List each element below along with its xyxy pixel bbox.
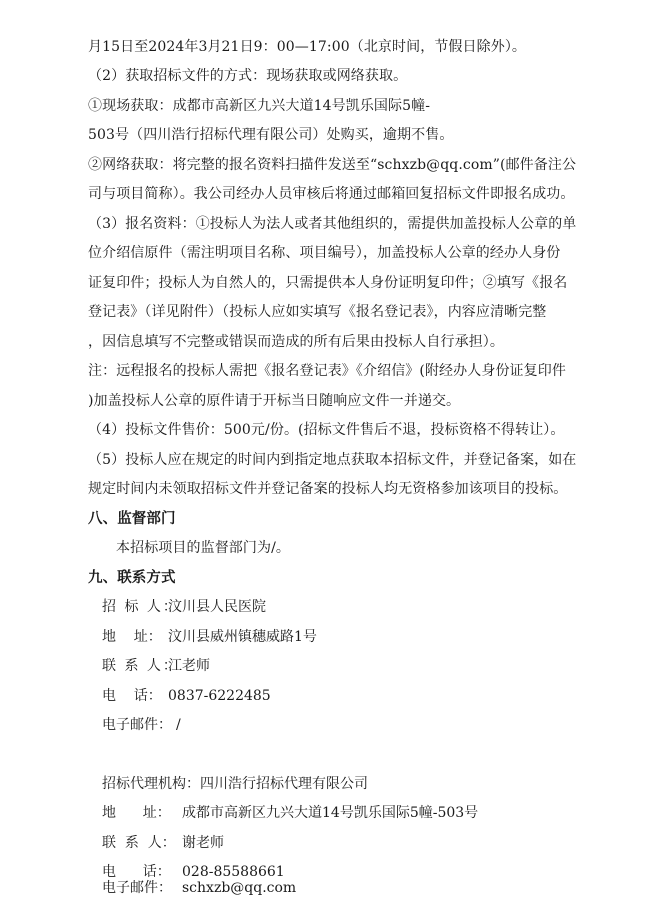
text-line: 司与项目简称）。我公司经办人员审核后将通过邮箱回复招标文件即报名成功。 bbox=[88, 186, 575, 202]
section-8-heading: 八、监督部门 bbox=[88, 511, 176, 527]
text-line: 规定时间内未领取招标文件并登记备案的投标人均无资格参加该项目的投标。 bbox=[88, 481, 568, 497]
contact-value: 四川浩行招标代理有限公司 bbox=[200, 776, 368, 792]
purchaser-address-row bbox=[102, 627, 317, 647]
contact-label: 电子邮件： bbox=[102, 717, 172, 733]
contact-value: 成都市高新区九兴大道14号凯乐国际5幢-503号 bbox=[182, 805, 479, 821]
agency-email-row bbox=[102, 878, 296, 898]
contact-value: 028-85588661 bbox=[182, 864, 285, 880]
text-line: 503号（四川浩行招标代理有限公司）处购买，逾期不售。 bbox=[88, 127, 454, 143]
purchaser-name-row bbox=[102, 597, 266, 617]
text-line: （4）投标文件售价：500元/份。(招标文件售后不退，投标资格不得转让）。 bbox=[88, 422, 565, 438]
text-line: ，因信息填写不完整或错误而造成的所有后果由投标人自行承担）。 bbox=[88, 334, 504, 350]
purchaser-email-row bbox=[102, 715, 181, 735]
purchaser-contact-row bbox=[102, 656, 210, 676]
contact-value: 谢老师 bbox=[182, 835, 224, 851]
agency-address-row bbox=[102, 803, 478, 823]
contact-value: 0837-6222485 bbox=[168, 688, 271, 704]
text-line: 注：远程报名的投标人需把《报名登记表》《介绍信》(附经办人身份证复印件 bbox=[88, 363, 566, 379]
contact-label: 联 系 人： bbox=[102, 658, 179, 674]
section-8-body: 本招标项目的监督部门为/。 bbox=[116, 540, 291, 556]
contact-value: 汶川县人民医院 bbox=[168, 599, 266, 615]
text-line: 登记表》（详见附件）（投标人应如实填写《报名登记表》，内容应清晰完整 bbox=[88, 304, 547, 320]
text-line: （5）投标人应在规定的时间内到指定地点获取本招标文件，并登记备案，如在 bbox=[88, 452, 577, 468]
text-line: ②网络获取：将完整的报名资料扫描件发送至“schxzb@qq.com”(邮件备注公 bbox=[88, 157, 577, 173]
contact-label: 电 话： bbox=[102, 864, 171, 880]
purchaser-phone-row bbox=[102, 686, 271, 706]
contact-value: 江老师 bbox=[168, 658, 210, 674]
contact-label: 联 系 人： bbox=[102, 835, 176, 851]
text-line: （2）获取招标文件的方式：现场获取或网络获取。 bbox=[88, 68, 408, 84]
text-line: )加盖投标人公章的原件请于开标当日随响应文件一并递交。 bbox=[88, 393, 461, 409]
contact-label: 电 话： bbox=[102, 688, 162, 704]
contact-value: 汶川县威州镇穗威路1号 bbox=[168, 629, 317, 645]
contact-label: 招 标 人： bbox=[102, 599, 179, 615]
contact-label: 电子邮件： bbox=[102, 880, 172, 896]
contact-label: 地 址： bbox=[102, 629, 162, 645]
contact-label: 地 址： bbox=[102, 805, 171, 821]
section-9-heading: 九、联系方式 bbox=[88, 570, 176, 586]
text-line: 月15日至2024年3月21日9：00—17:00（北京时间，节假日除外）。 bbox=[88, 39, 527, 55]
agency-name-row bbox=[102, 774, 368, 794]
text-line: ①现场获取：成都市高新区九兴大道14号凯乐国际5幢- bbox=[88, 98, 431, 114]
text-line: 位介绍信原件（需注明项目名称、项目编号），加盖投标人公章的经办人身份 bbox=[88, 245, 561, 261]
text-line: 证复印件；投标人为自然人的，只需提供本人身份证明复印件；②填写《报名 bbox=[88, 275, 568, 291]
contact-value: / bbox=[176, 717, 181, 733]
text-line: （3）报名资料：①投标人为法人或者其他组织的，需提供加盖投标人公章的单 bbox=[88, 216, 577, 232]
agency-contact-row bbox=[102, 833, 224, 853]
contact-label: 招标代理机构： bbox=[102, 776, 200, 792]
contact-value: schxzb@qq.com bbox=[182, 880, 297, 896]
